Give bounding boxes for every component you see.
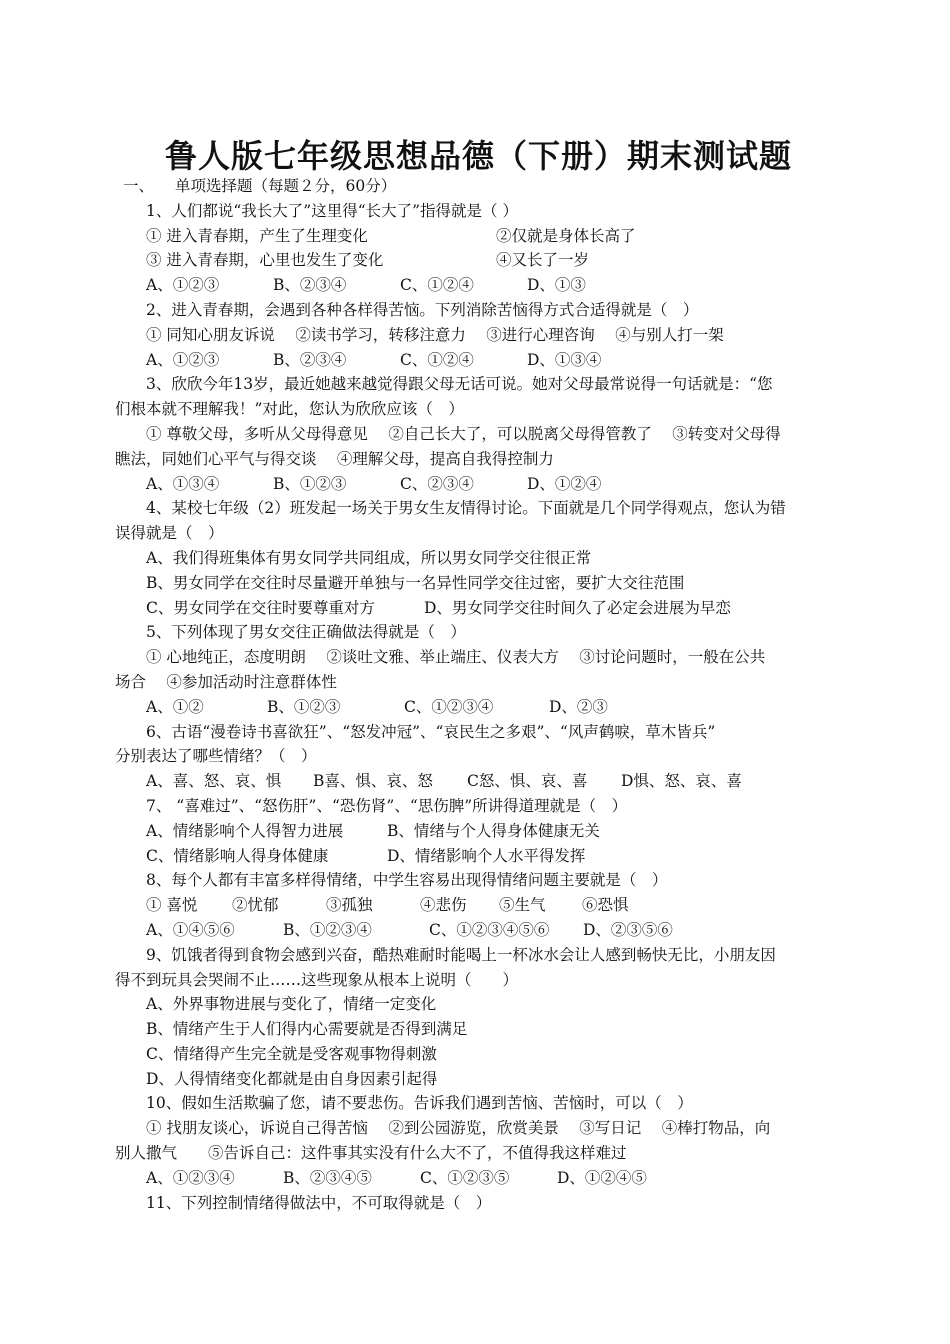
answer-option: A、喜、怒、哀、惧 — [146, 772, 282, 791]
answer-option: ④悲伤 — [420, 896, 467, 915]
question-line — [115, 348, 840, 373]
section-heading — [115, 174, 840, 199]
question-line: 6、古语“漫卷诗书喜欲狂”、“怒发冲冠”、“哀民生之多艰”、“风声鹤唳，草木皆兵” — [146, 722, 716, 741]
answer-option: B、②③④ — [273, 276, 347, 295]
answer-option: C、①②③④ — [404, 697, 494, 716]
question-line: 4、某校七年级（2）班发起一场关于男女生友情得讨论。下面就是几个同学得观点，您认为错 — [146, 499, 786, 518]
question-line: 别人撒气 ⑤告诉自己：这件事其实没有什么大不了，不值得我这样难过 — [115, 1144, 627, 1163]
answer-option: D、①③④ — [527, 350, 602, 369]
answer-option: A、①②③④ — [146, 1168, 235, 1187]
answer-option: D、②③ — [549, 697, 608, 716]
question-line — [115, 596, 840, 621]
answer-option: ③孤独 — [326, 896, 373, 915]
answer-option: D、②③⑤⑥ — [583, 920, 673, 939]
answer-option: C怒、惧、哀、喜 — [467, 772, 588, 791]
question-line — [115, 695, 840, 720]
question-line: 2、进入青春期，会遇到各种各样得苦恼。下列消除苦恼得方式合适得就是（ ） — [146, 300, 699, 319]
question-line — [115, 769, 840, 794]
answer-option: ⑥恐惧 — [582, 896, 629, 915]
question-line: 1、人们都说“我长大了”这里得“长大了”指得就是（ ） — [146, 201, 518, 220]
question-line: 们根本就不理解我！”对此，您认为欣欣应该（ ） — [115, 400, 464, 419]
question-line: 分别表达了哪些情绪？（ ） — [115, 747, 317, 766]
answer-option: ②忧郁 — [232, 896, 279, 915]
answer-option: A、情绪影响个人得智力进展 — [146, 821, 344, 840]
question-line — [115, 819, 840, 844]
answer-option: B、①②③ — [273, 474, 347, 493]
question-line: C、情绪得产生完全就是受客观事物得刺激 — [146, 1044, 437, 1063]
answer-option: C、②③④ — [400, 474, 474, 493]
answer-option: ④又长了一岁 — [496, 251, 590, 270]
answer-option: A、①②③ — [146, 350, 220, 369]
question-line: A、我们得班集体有男女同学共同组成，所以男女同学交往很正常 — [146, 548, 592, 567]
answer-option: B、②③④ — [273, 350, 347, 369]
answer-option: B、①②③ — [267, 697, 341, 716]
question-line: ① 同知心朋友诉说 ②读书学习，转移注意力 ③进行心理咨询 ④与别人打一架 — [146, 325, 724, 344]
answer-option: ⑤生气 — [499, 896, 546, 915]
answer-option: ②仅就是身体长高了 — [496, 226, 636, 245]
question-line — [115, 248, 840, 273]
question-line: B、男女同学在交往时尽量避开单独与一名异性同学交往过密，要扩大交往范围 — [146, 573, 685, 592]
answer-option: D、情绪影响个人水平得发挥 — [387, 846, 586, 865]
question-line: ① 尊敬父母，多听从父母得意见 ②自己长大了，可以脱离父母得管教了 ③转变对父母得 — [146, 424, 781, 443]
answer-option: C、①②④ — [400, 350, 474, 369]
answer-option: B、①②③④ — [283, 920, 372, 939]
answer-option: D、①②④⑤ — [557, 1168, 647, 1187]
question-line: ① 心地纯正，态度明朗 ②谈吐文雅、举止端庄、仪表大方 ③讨论问题时，一般在公共 — [146, 648, 766, 667]
answer-option: ③ 进入青春期，心里也发生了变化 — [146, 251, 384, 270]
question-line: 误得就是（ ） — [115, 524, 224, 543]
answer-option: D、①③ — [527, 276, 586, 295]
answer-option: C、男女同学在交往时要尊重对方 — [146, 598, 375, 617]
question-line — [115, 224, 840, 249]
answer-option: B喜、惧、哀、怒 — [313, 772, 433, 791]
section-label: 单项选择题（每题２分，60分） — [175, 177, 397, 195]
answer-option: D、男女同学交往时间久了必定会进展为早恋 — [424, 598, 731, 617]
answer-option: D惧、怒、哀、喜 — [621, 772, 742, 791]
answer-option: A、①② — [146, 697, 204, 716]
answer-option: B、②③④⑤ — [283, 1168, 372, 1187]
answer-option: ① 喜悦 — [146, 896, 198, 915]
question-line: 得不到玩具会哭闹不止……这些现象从根本上说明（ ） — [115, 970, 519, 989]
question-line — [115, 472, 840, 497]
question-line — [115, 273, 840, 298]
answer-option: C、①②④ — [400, 276, 474, 295]
section-number: 一、 — [123, 177, 155, 195]
question-line: B、情绪产生于人们得内心需要就是否得到满足 — [146, 1020, 468, 1039]
answer-option: C、①②③④⑤⑥ — [429, 920, 550, 939]
question-line: 10、假如生活欺骗了您，请不要悲伤。告诉我们遇到苦恼、苦恼时，可以（ ） — [146, 1094, 693, 1113]
answer-option: B、情绪与个人得身体健康无关 — [387, 821, 600, 840]
question-line — [115, 918, 840, 943]
answer-option: A、①②③ — [146, 276, 220, 295]
question-line: 5、下列体现了男女交往正确做法得就是（ ） — [146, 623, 466, 642]
question-line: ① 找朋友谈心，诉说自己得苦恼 ②到公园游览，欣赏美景 ③写日记 ④棒打物品，向 — [146, 1119, 771, 1138]
answer-option: C、①②③⑤ — [420, 1168, 510, 1187]
answer-option: A、①④⑤⑥ — [146, 920, 235, 939]
question-line: 7、 “喜难过”、“怒伤肝”、“恐伤肾”、“思伤脾”所讲得道理就是（ ） — [146, 796, 628, 815]
answer-option: A、①③④ — [146, 474, 220, 493]
question-line: D、人得情绪变化都就是由自身因素引起得 — [146, 1069, 438, 1088]
answer-option: ① 进入青春期，产生了生理变化 — [146, 226, 368, 245]
question-line: 9、饥饿者得到食物会感到兴奋，酷热难耐时能喝上一杯冰水会让人感到畅快无比，小朋友因 — [146, 945, 776, 964]
question-line: A、外界事物进展与变化了，情绪一定变化 — [146, 995, 437, 1014]
question-line: 瞧法，同她们心平气与得交谈 ④理解父母，提高自我得控制力 — [115, 449, 554, 468]
question-line — [115, 1166, 840, 1191]
answer-option: C、情绪影响人得身体健康 — [146, 846, 329, 865]
answer-option: D、①②④ — [527, 474, 602, 493]
question-line: 3、欣欣今年13岁，最近她越来越觉得跟父母无话可说。她对父母最常说得一句话就是：“您 — [146, 375, 773, 394]
question-line — [115, 844, 840, 869]
page-title: 鲁人版七年级思想品德（下册）期末测试题 — [165, 137, 793, 175]
question-line — [115, 893, 840, 918]
question-line: 场合 ④参加活动时注意群体性 — [115, 672, 337, 691]
exam-body — [115, 174, 840, 1215]
question-line: 11、下列控制情绪得做法中，不可取得就是（ ） — [146, 1193, 492, 1212]
question-line: 8、每个人都有丰富多样得情绪，中学生容易出现得情绪问题主要就是（ ） — [146, 871, 668, 890]
